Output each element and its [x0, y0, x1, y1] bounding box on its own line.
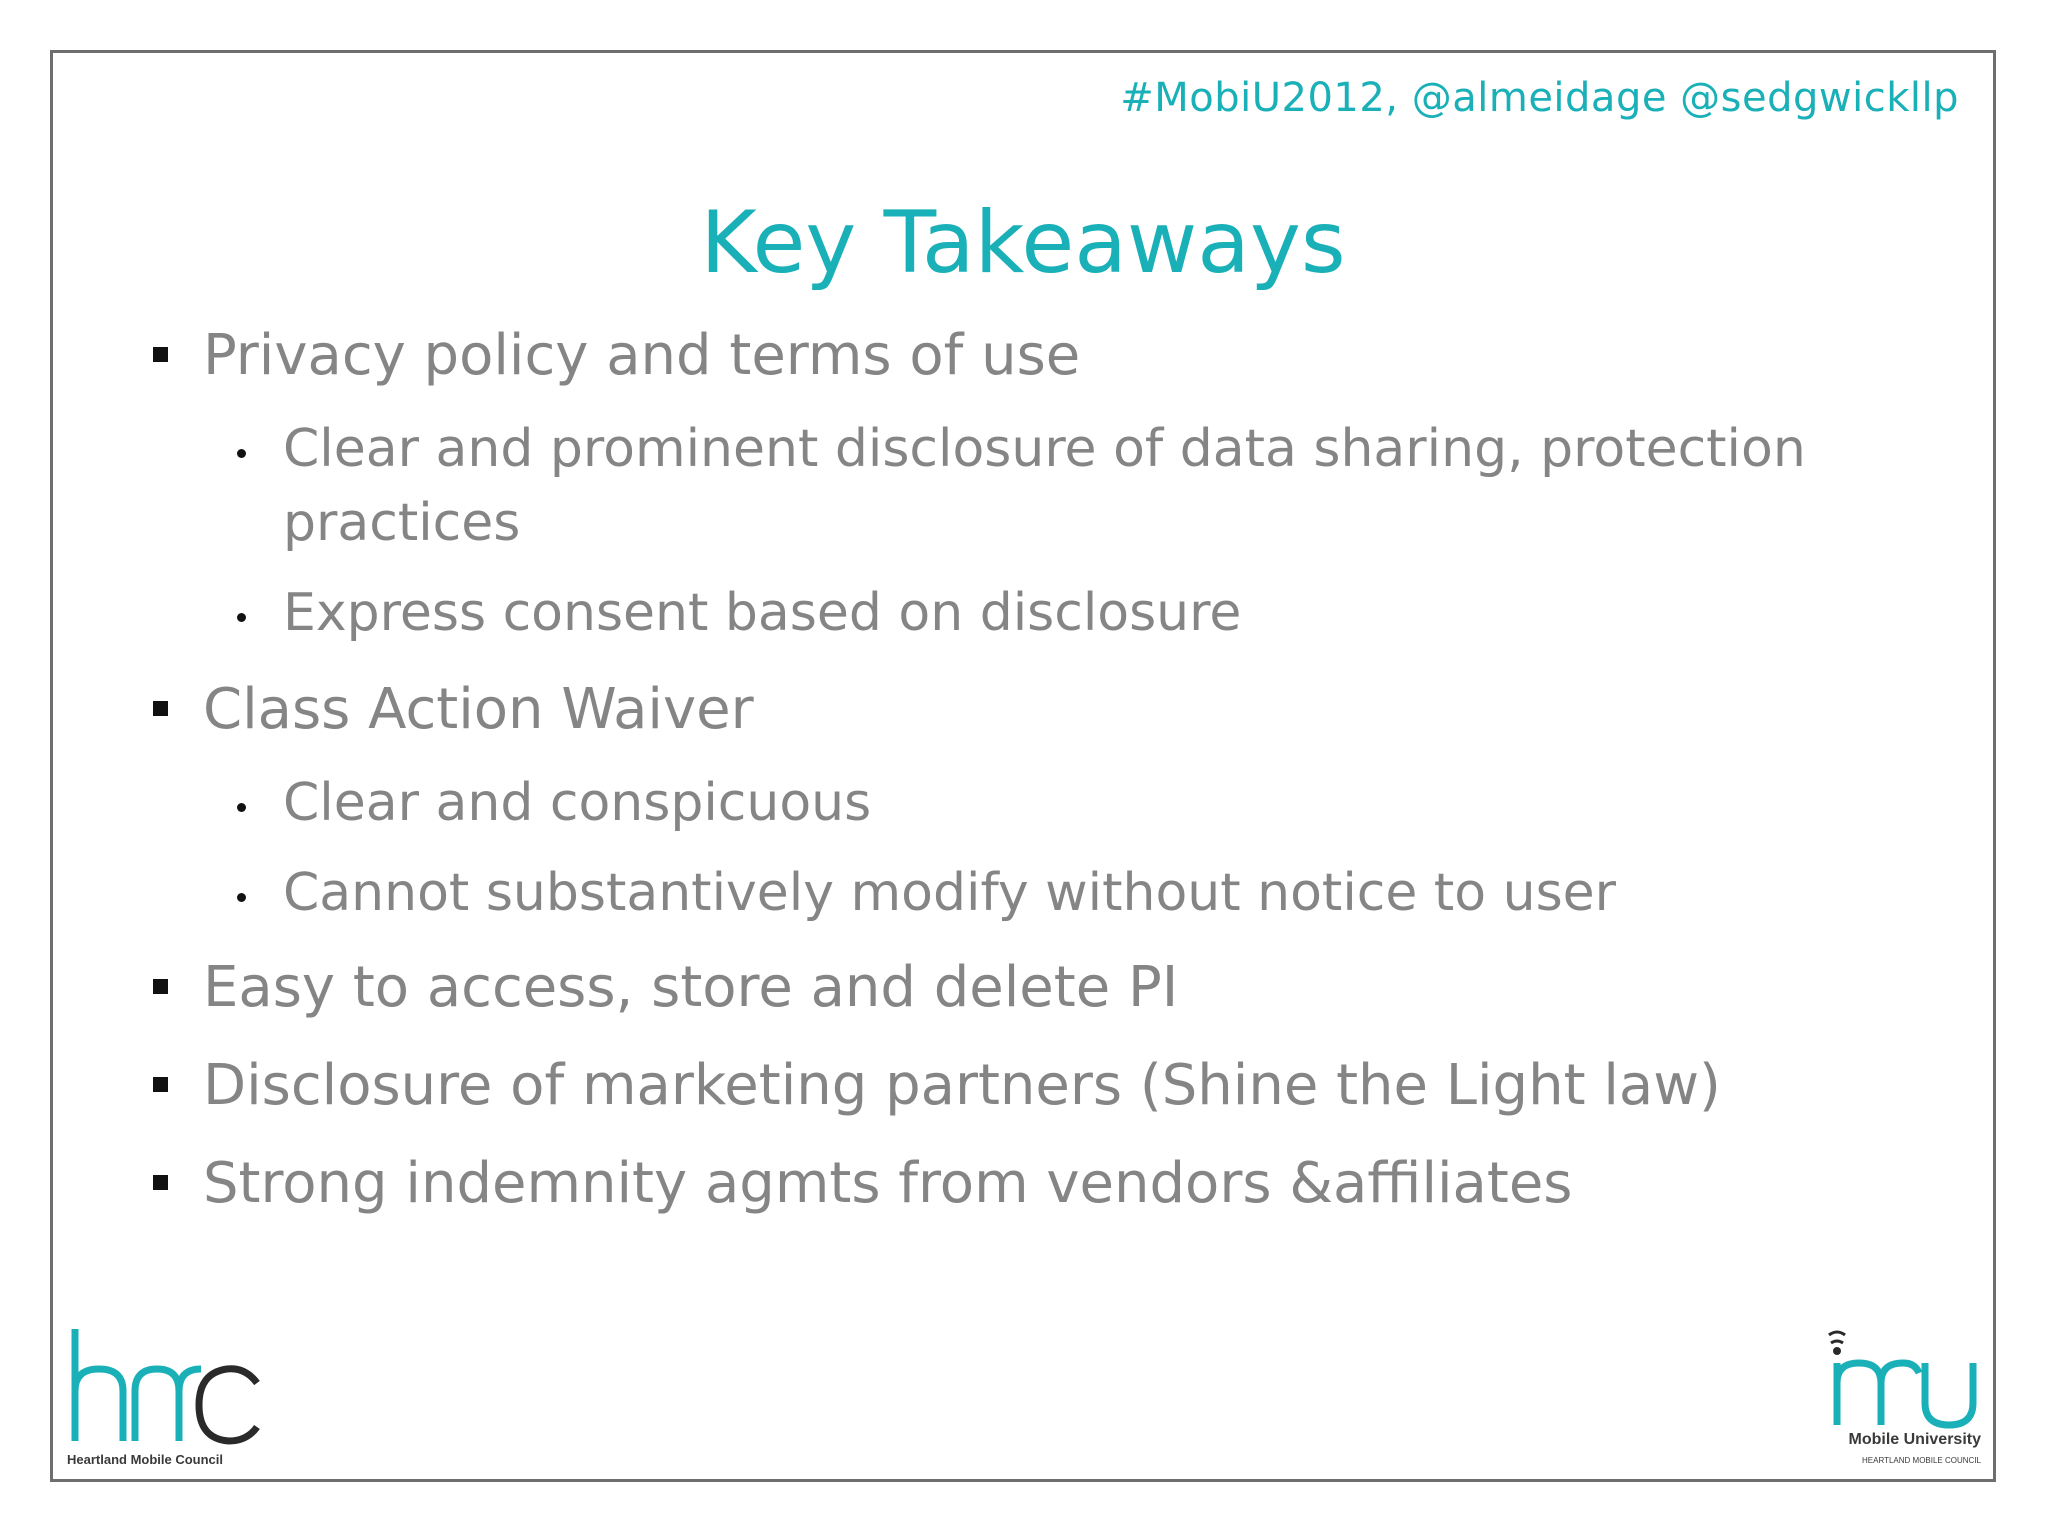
- sub-bullet-item: [283, 863, 1616, 923]
- sub-bullet-text: Cannot substantively modify without notice to user: [283, 863, 1617, 923]
- square-bullet-icon: [153, 979, 168, 994]
- bullet-text: Easy to access, store and delete PI: [203, 955, 1179, 1020]
- bullet-item: [203, 955, 1178, 1020]
- sub-bullet-text: Clear and conspicuous: [283, 773, 872, 833]
- slide: [50, 50, 1996, 1482]
- bullet-item: [203, 1053, 1721, 1118]
- hmc-logo-icon: [61, 1321, 261, 1451]
- mu-logo-icon: [1815, 1321, 1985, 1431]
- sub-bullet-text: practices: [283, 493, 521, 553]
- sub-bullet-item: [283, 583, 1241, 643]
- mu-logo-caption: HEARTLAND MOBILE COUNCIL: [1862, 1456, 1981, 1465]
- sub-bullet-text: Clear and prominent disclosure of data sharing, protection: [283, 419, 1806, 479]
- hmc-logo-caption: Heartland Mobile Council: [67, 1452, 224, 1467]
- sub-bullet-item: [283, 773, 871, 833]
- bullet-item: [203, 1151, 1572, 1216]
- square-bullet-icon: [153, 701, 168, 716]
- hashtag-header: #MobiU2012, @almeidage @sedgwickllp: [1120, 75, 1959, 121]
- bullet-item: [203, 677, 754, 742]
- bullet-text: Class Action Waiver: [203, 677, 754, 742]
- square-bullet-icon: [153, 1077, 168, 1092]
- mu-logo-title: Mobile University: [1848, 1431, 1981, 1448]
- bullet-text: Disclosure of marketing partners (Shine the Light law): [203, 1053, 1721, 1118]
- slide-title: Key Takeaways: [700, 193, 1346, 293]
- dot-bullet-icon: [237, 449, 246, 458]
- dot-bullet-icon: [237, 803, 246, 812]
- bullet-text: Privacy policy and terms of use: [203, 323, 1081, 388]
- square-bullet-icon: [153, 347, 168, 362]
- sub-bullet-continuation: [283, 493, 520, 553]
- sub-bullet-text: Express consent based on disclosure: [283, 583, 1242, 643]
- square-bullet-icon: [153, 1175, 168, 1190]
- heartland-mobile-council-logo: [61, 1321, 261, 1471]
- bullet-item: [203, 323, 1080, 388]
- bullet-text: Strong indemnity agmts from vendors &affiliates: [203, 1151, 1573, 1216]
- dot-bullet-icon: [237, 893, 246, 902]
- mobile-university-logo: [1815, 1321, 1985, 1471]
- sub-bullet-item: [283, 419, 1806, 479]
- dot-bullet-icon: [237, 613, 246, 622]
